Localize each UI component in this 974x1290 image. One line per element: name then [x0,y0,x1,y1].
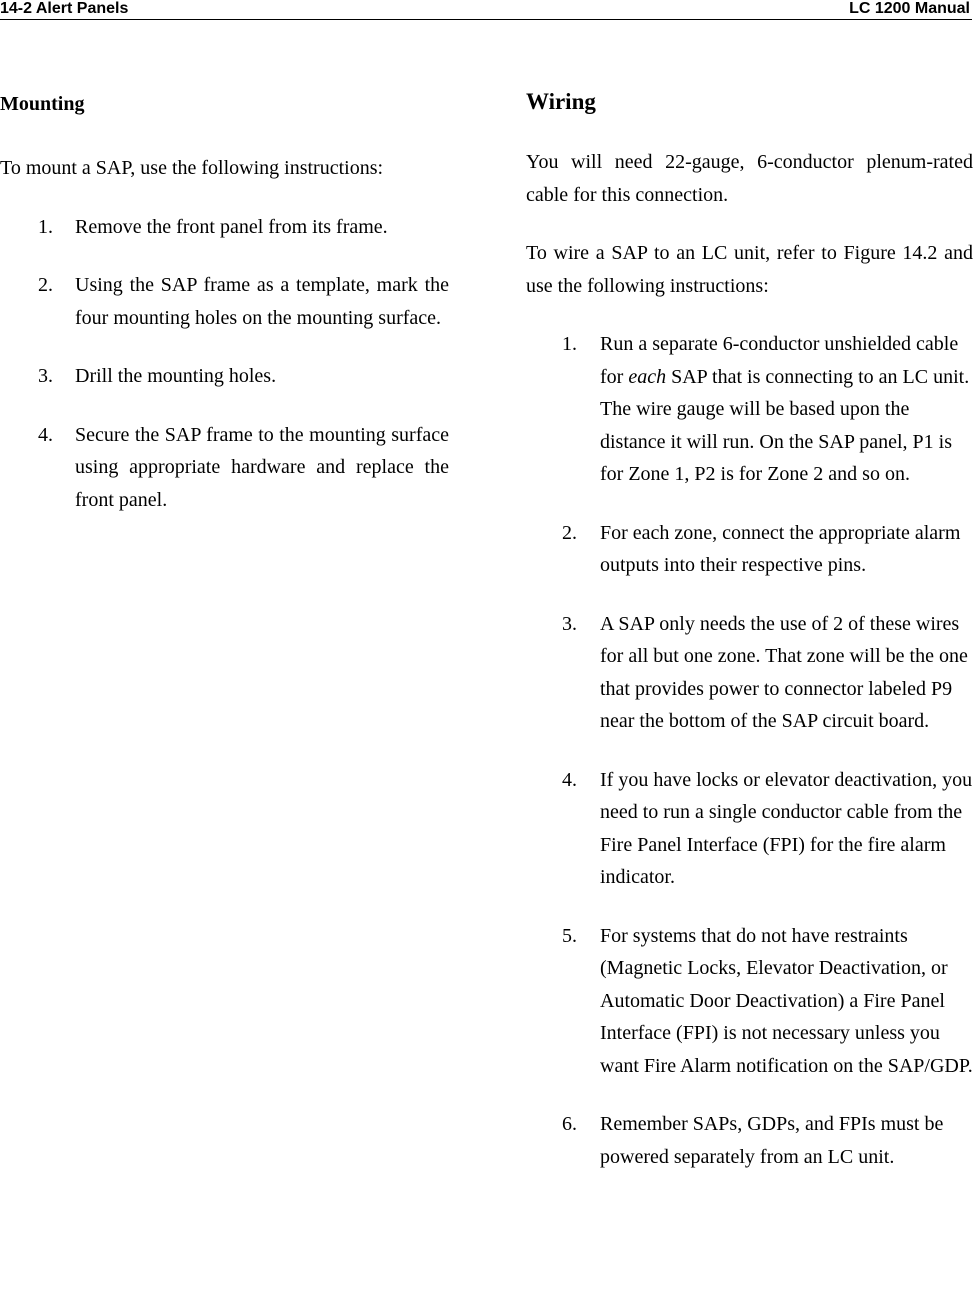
mounting-step [0,419,449,517]
wiring-cable-paragraph: You will need 22-gauge, 6-conductor plenum-rated cable for this connection. [526,151,973,206]
wiring-step [526,920,973,1083]
wiring-step [526,1108,973,1173]
header-section-title: 14-2 Alert Panels [0,0,129,17]
wiring-steps [526,328,973,1173]
page-header [0,0,972,20]
step-text: A SAP only needs the use of 2 of these wires for all but one zone. That zone will be the one that provides power to connector labeled P9 near the bottom of the SAP circuit board. [600,612,968,732]
wiring-step [526,517,973,582]
mounting-section [0,88,449,542]
step-text-emphasis: each [628,365,667,388]
wiring-instructions-paragraph: To wire a SAP to an LC unit, refer to Figure 14.2 and use the following instructions: [526,242,973,297]
step-number: 5. [562,924,577,947]
step-number: 2. [562,521,577,544]
step-text-before: Run a separate 6-conductor unshielded cable for [600,333,959,388]
wiring-heading: Wiring [526,89,596,114]
step-text: Remove the front panel from its frame. [75,215,388,238]
step-text: Drill the mounting holes. [75,365,277,387]
step-number: 2. [38,274,53,296]
step-text: If you have locks or elevator deactivation, you need to run a single conductor cable from the Fire Panel Interface (FPI) for the fire alarm indicator. [600,768,973,888]
step-text: For systems that do not have restraints (Magnetic Locks, Elevator Deactivation, or Automatic Door Deactivation) a Fire Panel Interface (FPI) is not necessary unless you want Fire Alarm notification on the SAP/GDP. [600,924,973,1077]
step-number: 3. [562,612,577,635]
step-number: 6. [562,1113,577,1135]
step-number: 4. [38,423,53,446]
step-number: 1. [562,333,577,355]
wiring-step [526,764,973,894]
wiring-step [526,608,973,738]
step-text: For each zone, connect the appropriate alarm outputs into their respective pins. [600,521,961,576]
wiring-section [526,86,973,1199]
step-text-after: SAP that is connecting to an LC unit. The wire gauge will be based upon the distance it will run. On the SAP panel, P1 is for Zone 1, P2 is for Zone 2 and so on. [600,365,970,485]
mounting-step [0,269,449,334]
step-number: 3. [38,365,53,387]
step-text: Remember SAPs, GDPs, and FPIs must be powered separately from an LC unit. [600,1113,944,1168]
mounting-intro: To mount a SAP, use the following instructions: [0,157,384,179]
mounting-step [0,211,449,244]
mounting-steps [0,211,449,517]
mounting-heading: Mounting [0,93,85,115]
mounting-step [0,360,449,393]
step-number: 1. [38,215,53,238]
step-text: Using the SAP frame as a template, mark the four mounting holes on the mounting surface. [75,274,449,329]
header-manual-title: LC 1200 Manual [849,0,970,17]
step-number: 4. [562,768,577,791]
wiring-step [526,328,973,491]
step-text: Secure the SAP frame to the mounting surface using appropriate hardware and replace the front panel. [75,423,449,511]
